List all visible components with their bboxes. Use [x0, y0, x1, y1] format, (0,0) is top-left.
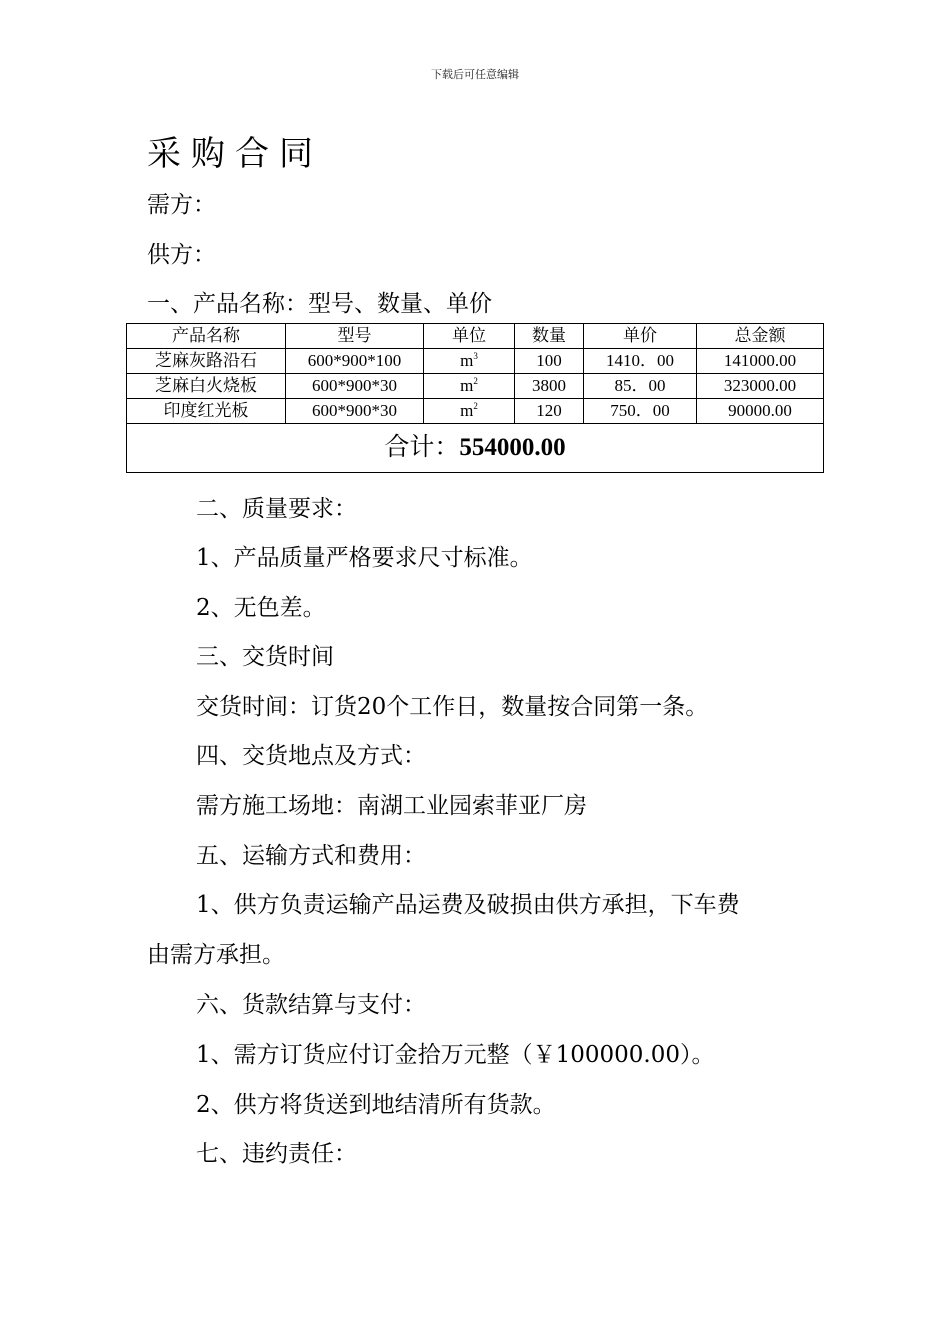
quantity-cell: 120: [515, 399, 584, 424]
section-5-heading: 五、运输方式和费用：: [196, 843, 426, 869]
section-6-item-2: 2、供方将货送到地结清所有货款。: [196, 1092, 556, 1118]
section-2-heading: 二、质量要求：: [196, 496, 357, 522]
amount-cell: 323000.00: [697, 374, 824, 399]
quantity-cell: 100: [515, 349, 584, 374]
table-row: [127, 374, 824, 399]
table-row: [127, 349, 824, 374]
section-5-item-1-continued: 由需方承担。: [147, 942, 285, 968]
unit-cell: $m^3$: [424, 349, 515, 374]
unit-cell: $m^2$: [424, 374, 515, 399]
buyer-label: 需方：: [147, 192, 216, 218]
section-6-item-1: 1、需方订货应付订金拾万元整（￥100000.00）。: [196, 1042, 715, 1068]
section-3-item-1: 交货时间：订货20个工作日，数量按合同第一条。: [196, 694, 709, 720]
price-cell: 85．00: [584, 374, 697, 399]
amount-cell: 90000.00: [697, 399, 824, 424]
product-table: [126, 323, 824, 473]
header-cell: 单价: [584, 324, 697, 349]
supplier-label: 供方：: [147, 242, 216, 268]
product-name-cell: 芝麻灰路沿石: [127, 349, 286, 374]
unit-cell: $m^2$: [424, 399, 515, 424]
section-2-item-1: 1、产品质量严格要求尺寸标准。: [196, 545, 533, 571]
section-5-item-1: 1、供方负责运输产品运费及破损由供方承担，下车费: [196, 892, 740, 918]
product-name-cell: 芝麻白火烧板: [127, 374, 286, 399]
amount-cell: 141000.00: [697, 349, 824, 374]
document-title: 采购合同: [147, 134, 323, 174]
header-cell: 型号: [286, 324, 424, 349]
model-cell: 600*900*30: [286, 374, 424, 399]
total-label: 合计：: [384, 434, 460, 461]
table-total-row: [127, 424, 824, 473]
header-cell: 总金额: [697, 324, 824, 349]
model-cell: 600*900*30: [286, 399, 424, 424]
total-value: 554000.00: [459, 434, 566, 461]
table-row: [127, 399, 824, 424]
price-cell: 750．00: [584, 399, 697, 424]
section-4-item-1: 需方施工场地：南湖工业园索菲亚厂房: [196, 793, 587, 819]
section-3-heading: 三、交货时间: [196, 644, 334, 670]
model-cell: 600*900*100: [286, 349, 424, 374]
section-2-item-2: 2、无色差。: [196, 595, 326, 621]
header-cell: 单位: [424, 324, 515, 349]
section-4-heading: 四、交货地点及方式：: [196, 743, 426, 769]
header-cell: 产品名称: [127, 324, 286, 349]
header-cell: 数量: [515, 324, 584, 349]
header-note: 下载后可任意编辑: [431, 68, 519, 81]
section-7-heading: 七、违约责任：: [196, 1141, 357, 1167]
quantity-cell: 3800: [515, 374, 584, 399]
table-header-row: [127, 324, 824, 349]
price-cell: 1410．00: [584, 349, 697, 374]
product-name-cell: 印度红光板: [127, 399, 286, 424]
section-1-heading: 一、产品名称：型号、数量、单价: [147, 291, 492, 317]
total-cell: [127, 424, 824, 473]
section-6-heading: 六、货款结算与支付：: [196, 992, 426, 1018]
